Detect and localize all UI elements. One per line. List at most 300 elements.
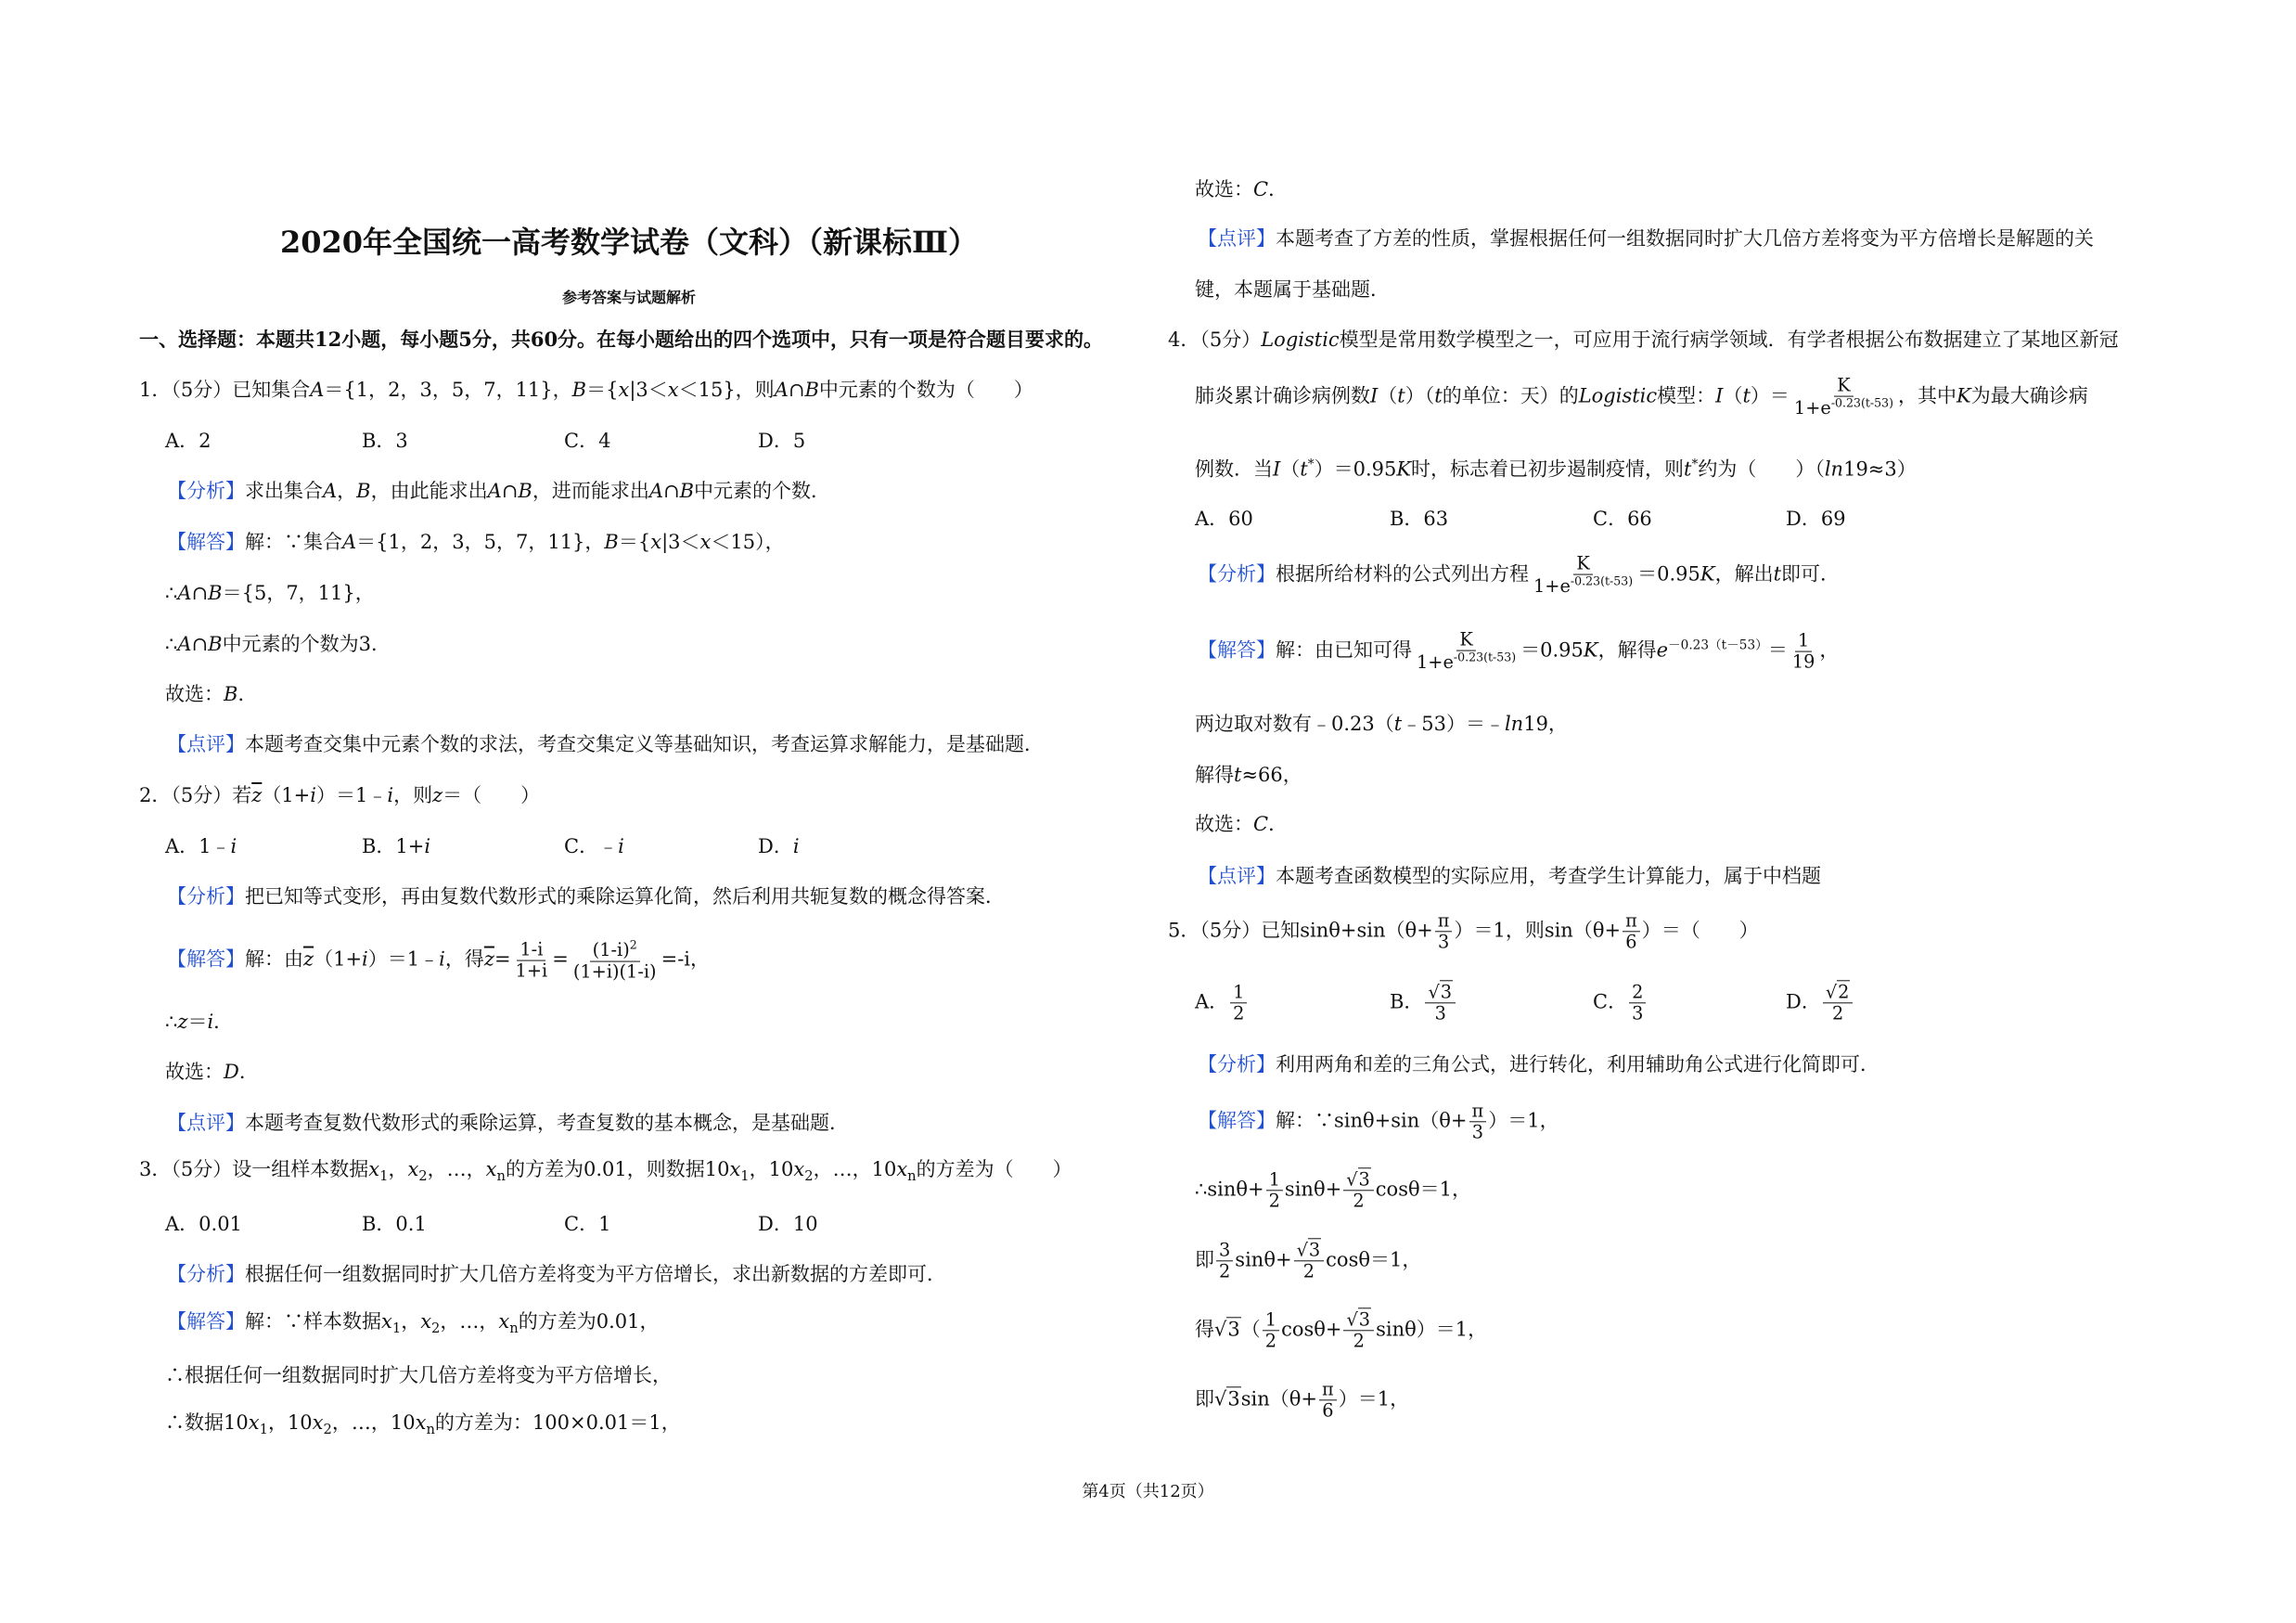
text-run: 故选： [165,683,224,705]
q5-option-a [1195,982,1249,1024]
numerator [590,939,640,962]
superscript: -0.23(t-53) [1570,573,1634,588]
square-root [1826,980,1851,1002]
text-run: ． [1268,813,1289,835]
text-run: 根据所给材料的公式列出方程 [1276,562,1529,586]
numerator [1319,1379,1337,1400]
text-run: ． [237,683,258,705]
math-variable: i [424,835,431,857]
text-run: A．60 [1195,508,1253,530]
math-variable: i [230,835,237,857]
text-run: ，其中 [1898,384,1957,407]
math-variable: e [1656,638,1669,662]
text-run: D．69 [1786,508,1846,530]
subscript: n [907,1168,917,1185]
numerator [1823,982,1853,1003]
radical-sign-icon: √ [1428,981,1440,1003]
subscript: 2 [323,1422,332,1438]
math-variable: B [356,480,371,502]
fraction [1629,982,1646,1024]
text-run: 2 [1302,1260,1315,1282]
subscript: 2 [804,1168,814,1185]
math-variable: t [1397,384,1405,407]
text-run: 1 [1797,629,1810,651]
math-variable: A [774,379,789,401]
math-variable: A [323,480,338,502]
q3-answer [167,1309,659,1341]
q3-analysis [167,1262,946,1286]
q3-step [165,1410,681,1442]
text-run: （ [1378,384,1398,407]
radical-sign-icon: √ [1296,1239,1308,1261]
math-variable: i [362,947,368,971]
text-run: ＝{1，2，3，5，7，11}， [324,379,572,401]
text-run: ＝（ ） [443,784,541,806]
text-run: ，10 [749,1157,794,1180]
q2-answer [167,939,710,983]
radical-sign-icon: √ [1346,1168,1358,1191]
math-variable: A [648,480,663,502]
text-run: ， [337,480,357,502]
text-run: ）＝0.95 [1314,457,1397,481]
q2-step [165,1010,233,1034]
text-run: ＝{ [586,379,619,401]
section-tag: 【解答】 [1198,1109,1276,1132]
q3-step [165,1363,672,1387]
math-variable: B [604,531,619,553]
conjugate-variable: $\overline{z}$ [483,947,494,971]
text-run: 3 [1437,931,1450,953]
text-run: 的方差为0.01， [518,1309,660,1333]
math-variable: t [1393,713,1403,735]
section-tag: 【点评】 [167,1112,245,1134]
fraction [1425,982,1456,1024]
text-run: ，解得 [1597,638,1657,662]
text-run: ，则 [393,784,433,806]
q4-comment [1198,864,1821,888]
subscript: 1 [259,1422,268,1438]
q4-answer [1198,630,1839,674]
q5-option-b [1390,982,1457,1024]
numerator [1343,1169,1374,1191]
text-run: ）（ [1405,384,1435,407]
denominator [1263,1332,1279,1352]
text-run: 解：∵sinθ+sin（θ+ [1276,1109,1468,1132]
text-run: 故选： [1195,813,1253,835]
math-variable: B [571,379,587,401]
text-run: π [1322,1378,1334,1400]
math-variable: x [420,1309,432,1333]
text-run: ，得 [444,947,484,971]
math-variable: A [342,531,357,553]
q2-option-b [362,834,430,858]
text-run: D． [1786,990,1821,1013]
text-run: 模型是常用数学模型之一，可应用于流行病学领域．有学者根据公布数据建立了某地区新冠 [1339,328,2119,351]
text-run: 约为（ ）（ [1698,457,1825,481]
q1-step [165,632,391,656]
fraction [513,939,551,981]
superscript: -0.23(t-53) [1453,650,1517,664]
math-variable: Logistic [1261,328,1340,351]
text-run: B．63 [1390,508,1449,530]
denominator [1350,1191,1366,1212]
text-run: B．1+ [362,835,425,857]
text-run: ， [1819,638,1840,662]
math-variable: t [1300,457,1308,481]
text-run: π [1625,909,1637,932]
denominator [1319,1401,1336,1422]
text-run: B．3 [362,430,408,452]
math-variable: B [518,480,532,502]
q4-step [1195,712,1568,736]
section-tag: 【点评】 [1198,227,1276,250]
text-run: ＝0.95 [1637,562,1700,586]
text-run: 2 [1219,1260,1231,1282]
q4-stem-line1 [1168,328,2119,352]
math-variable: B [208,582,223,604]
text-run: ）＝（ ） [1641,919,1759,942]
text-run: ，…， [440,1309,499,1333]
text-run: ． [1268,178,1289,200]
q1-choice [165,682,257,706]
square-root [1214,1318,1241,1341]
section-tag: 【分析】 [1198,1053,1276,1076]
text-run: ， [388,1157,408,1180]
text-run: 利用两角和差的三角公式，进行转化，利用辅助角公式进行化简即可． [1276,1053,1879,1076]
math-variable: x [498,1309,510,1333]
superscript: * [1691,457,1699,472]
text-run: 故选： [165,1061,224,1083]
q5-option-c [1593,982,1648,1024]
q5-stem [1168,910,1759,952]
denominator [1791,397,1896,419]
text-run: C． [1593,990,1628,1013]
text-run: 中元素的个数为3． [222,633,391,655]
q5-step [1195,1169,1471,1211]
math-variable: K [1956,384,1971,407]
text-run: 例数．当 [1195,457,1273,481]
text-run: A．2 [165,430,212,452]
text-run: D． [758,835,793,857]
math-variable: t [1434,384,1443,407]
text-run: 1+e [1417,651,1454,674]
fraction [1266,1169,1283,1211]
fraction [1343,1309,1374,1351]
math-variable: K [1583,638,1598,662]
numerator [1623,910,1640,932]
superscript: -0.23(t-53) [1830,395,1894,410]
math-variable: t [1773,562,1782,586]
q4-option-b [1390,507,1448,531]
text-run: 得 [1195,1318,1214,1341]
subscript: n [496,1168,506,1185]
q2-option-a [165,834,237,858]
square-root [1214,1387,1241,1410]
fraction [1531,554,1635,598]
text-run: C．66 [1593,508,1652,530]
text-run: C．4 [564,430,611,452]
fraction [1791,376,1896,419]
q1-analysis [167,479,830,503]
denominator [1351,1332,1367,1352]
text-run: C．﹣ [564,835,619,857]
q4-option-c [1593,507,1652,531]
text-run: ∴sinθ+ [1195,1178,1264,1201]
math-variable: x [312,1410,324,1434]
math-variable: x [368,1157,380,1180]
math-variable: I [1370,384,1379,407]
q1-option-a [165,429,212,453]
radicand: 3 [1227,1318,1240,1341]
q4-analysis [1198,554,1840,598]
superscript: －0.23（t－53） [1668,638,1768,653]
text-run: ＜15）， [711,531,785,553]
subscript: 1 [379,1168,389,1185]
text-run: 本题考查复数代数形式的乘除运算，考查复数的基本概念，是基础题． [245,1112,849,1134]
text-run: ＜15}，则 [678,379,775,401]
text-run: B． [1390,990,1424,1013]
fraction [1319,1379,1337,1421]
text-run: 1 [1264,1308,1277,1331]
text-run: |3＜ [629,379,668,401]
text-run: 2 [1632,981,1644,1003]
text-run: 把已知等式变形，再由复数代数形式的乘除运算化简，然后利用共轭复数的概念得答案． [245,885,1005,908]
text-run: 1 [1233,981,1245,1003]
math-variable: D [224,1061,239,1083]
text-run: （1+ [314,947,363,971]
subscript: 1 [391,1320,402,1337]
section-tag: 【分析】 [167,1263,245,1285]
text-run: sinθ）＝1， [1376,1318,1488,1341]
fraction [571,939,660,983]
text-run: 根据任何一组数据同时扩大几倍方差将变为平方倍增长，求出新数据的方差即可． [245,1263,946,1285]
section-tag: 【点评】 [167,733,245,755]
math-variable: z [177,1011,188,1033]
subscript: 2 [431,1320,441,1337]
section-heading: 一、选择题：本题共12小题，每小题5分，共60分。在每小题给出的四个选项中，只有一项是符合题目要求的。 [139,328,1104,351]
numerator [1795,630,1812,651]
numerator [1456,630,1475,651]
text-run: cosθ＝1， [1375,1178,1471,1201]
denominator [1789,652,1818,673]
math-variable: x [729,1157,741,1180]
conjugate-variable: $\overline{z}$ [303,947,314,971]
numerator [1294,1240,1325,1261]
numerator [1266,1169,1283,1191]
text-run: A．1﹣ [165,835,231,857]
q3-option-c [564,1212,610,1236]
text-run: = [494,947,511,971]
square-root [1297,1238,1322,1260]
numerator [517,939,545,960]
square-root [1428,980,1453,1002]
text-run: 2 [1353,1190,1365,1212]
text-run: 本题考查了方差的性质，掌握根据任何一组数据同时扩大几倍方差将变为平方倍增长是解题的关 [1276,227,2094,250]
math-variable: i [207,1011,214,1033]
subscript: 1 [740,1168,750,1185]
radicand: 3 [1227,1387,1240,1410]
text-run: 故选： [1195,178,1253,200]
text-run: 1-i [519,938,544,960]
denominator [1435,933,1452,953]
math-variable: K [1700,562,1715,586]
text-run: C．1 [564,1213,611,1235]
text-run: 1．（5分）已知集合 [139,379,311,401]
fraction [1414,630,1519,674]
text-run: （ [1240,1318,1261,1341]
numerator [1216,1240,1233,1261]
text-run: ＝ [1767,638,1788,662]
text-run: 3 [1434,1002,1446,1024]
text-run: ）＝1，则sin（θ+ [1454,919,1622,942]
math-variable: i [310,784,316,806]
text-run: （ [1723,384,1743,407]
page-number: 第4页（共12页） [1082,1482,1214,1501]
text-run: （ [1280,457,1301,481]
q2-stem [139,783,540,807]
text-run: ∴根据任何一组数据同时扩大几倍方差将变为平方倍增长， [165,1364,672,1386]
text-run: 4．（5分） [1168,328,1262,351]
text-run: ，解出 [1714,562,1774,586]
math-variable: i [387,784,394,806]
math-variable: ln [1504,713,1524,735]
math-variable: C [1253,178,1269,200]
q1-option-d [758,429,805,453]
section-tag: 【解答】 [167,947,245,971]
radical-sign-icon: √ [1825,981,1838,1003]
text-run: 3 [1632,1002,1644,1024]
section-tag: 【分析】 [167,885,245,908]
q2-choice [165,1060,259,1084]
q1-stem [139,378,1033,402]
text-run: 即 [1195,1248,1214,1271]
text-run: |3＜ [661,531,700,553]
text-run: ∩ [191,633,209,655]
fraction [1789,630,1818,672]
q3-comment [1198,226,2094,251]
text-run: ）＝1﹣ [367,947,440,971]
text-run: 即可． [1781,562,1841,586]
denominator [1230,1004,1247,1024]
text-run: ，…，10 [331,1410,416,1434]
text-run: ＝{5，7，11}， [222,582,375,604]
q2-analysis [167,884,1005,908]
text-run: 2．（5分）若 [139,784,252,806]
fraction [1263,1309,1279,1351]
q3-option-a [165,1212,242,1236]
text-run: 解：由 [245,947,303,971]
q1-step [165,581,375,605]
math-variable: x [667,379,679,401]
text-run: 模型： [1657,384,1716,407]
radicand: 2 [1838,981,1850,1003]
text-run: （1+ [262,784,311,806]
denominator [1469,1123,1486,1143]
text-run: ＝0.95 [1520,638,1584,662]
square-root [1346,1167,1371,1190]
section-tag: 【解答】 [1198,638,1276,662]
denominator [1432,1004,1449,1024]
q2-comment [167,1111,849,1135]
q5-step [1195,1379,1409,1421]
text-run: 2 [1268,1190,1280,1212]
text-run: ∴ [165,1011,178,1033]
section-tag: 【分析】 [1198,562,1276,586]
section-tag: 【解答】 [167,1309,245,1333]
text-run: 解：∵样本数据 [245,1309,381,1333]
text-run: ． [213,1011,234,1033]
math-variable: t [1684,457,1692,481]
radicand: 3 [1358,1308,1371,1331]
numerator [1263,1309,1279,1331]
radicand: 3 [1358,1168,1370,1191]
text-run: ﹣53）＝﹣ [1402,713,1505,735]
text-run: π [1437,909,1450,932]
text-run: 本题考查交集中元素个数的求法，考查交集定义等基础知识，考查运算求解能力，是基础题． [245,733,1044,755]
text-run: 1+e [1533,575,1571,598]
fraction [1435,910,1453,952]
math-variable: K [1396,457,1412,481]
numerator [1435,910,1453,932]
denominator [1623,933,1639,953]
fraction [1294,1240,1325,1282]
text-run: 1 [1268,1168,1280,1191]
numerator [1573,554,1592,575]
q5-answer [1198,1101,1559,1142]
text-run: 3 [1471,1121,1484,1143]
text-run: ，由此能求出 [370,480,488,502]
math-variable: x [896,1157,908,1180]
text-run: ∩ [788,379,805,401]
text-run: ， [401,1309,421,1333]
text-run: 3 [1219,1239,1231,1261]
text-run: π [1471,1100,1484,1122]
text-run: ，进而能求出 [532,480,649,502]
math-variable: B [208,633,223,655]
q1-option-c [564,429,610,453]
text-run: K [1837,374,1851,396]
q2-option-c [564,834,624,858]
math-variable: t [1742,384,1751,407]
text-run: ，…，10 [813,1157,897,1180]
section-tag: 【点评】 [1198,865,1276,887]
q1-comment [167,732,1044,756]
conjugate-variable: $\overline{z}$ [251,784,263,806]
q4-option-a [1195,507,1253,531]
q4-stem-line2 [1195,376,2088,419]
numerator [1834,376,1853,397]
subscript: n [509,1320,519,1337]
math-variable: I [1715,384,1724,407]
q5-option-d [1786,982,1854,1024]
text-run: 肺炎累计确诊病例数 [1195,384,1370,407]
text-run: 2 [1264,1330,1277,1352]
text-run: K [1576,552,1590,574]
q5-step [1195,1240,1421,1282]
q4-option-d [1786,507,1846,531]
text-run: sinθ+ [1284,1178,1342,1201]
text-run: ∩ [501,480,519,502]
section-tag: 【分析】 [167,480,245,502]
q3-option-d [758,1212,818,1236]
fraction [1469,1101,1487,1142]
text-run: 2 [1832,1002,1844,1024]
subscript: n [426,1422,435,1438]
math-variable: A [177,582,192,604]
math-variable: x [793,1157,805,1180]
math-variable: x [415,1410,427,1434]
square-root [1346,1307,1371,1330]
